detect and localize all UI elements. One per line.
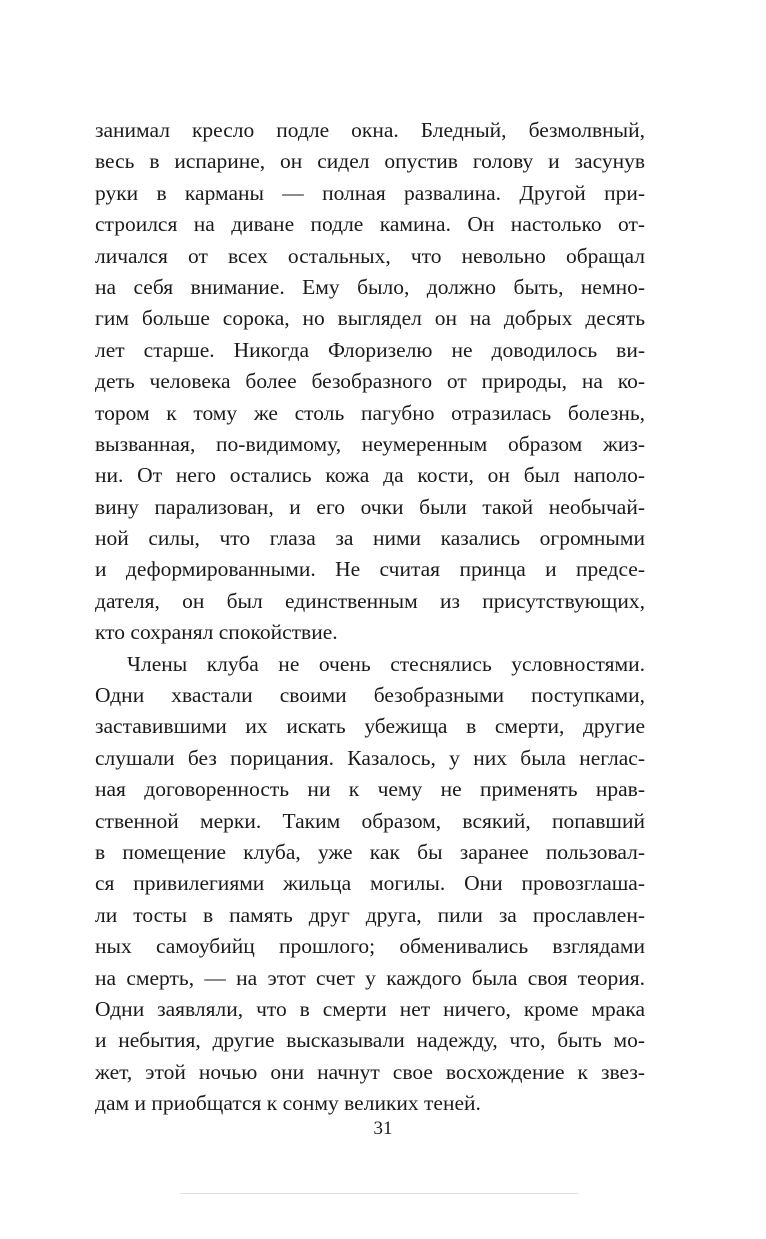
text-line: ся привилегиями жильца могилы. Они провозглаша-	[95, 871, 645, 896]
text-line: ная договоренность ни к чему не применять нрав-	[95, 777, 645, 802]
text-line: ли тосты в память друг друга, пили за прославлен-	[95, 902, 645, 927]
text-line: жет, этой ночью они начнут свое восхождение к звез-	[95, 1059, 645, 1084]
text-line: ственной мерки. Таким образом, всякий, попавший	[95, 808, 645, 833]
text-line: личался от всех остальных, что невольно обращал	[95, 243, 645, 268]
body-text	[95, 115, 645, 1120]
text-line: строился на диване подле камина. Он настолько от-	[95, 212, 645, 237]
paragraph	[95, 649, 645, 1120]
footer-rule	[180, 1193, 578, 1194]
text-line: тором к тому же столь пагубно отразилась болезнь,	[95, 400, 645, 425]
text-line: в помещение клуба, уже как бы заранее пользовал-	[95, 839, 645, 864]
text-line: заставившими их искать убежища в смерти, другие	[95, 714, 645, 739]
text-line: занимал кресло подле окна. Бледный, безмолвный,	[95, 118, 645, 142]
text-line: слушали без порицания. Казалось, у них была неглас-	[95, 745, 645, 770]
text-line: Члены клуба не очень стеснялись условностями.	[127, 651, 645, 676]
text-line: вину парализован, и его очки были такой необычай-	[95, 494, 645, 519]
text-line: Одни заявляли, что в смерти нет ничего, кроме мрака	[95, 996, 645, 1021]
text-line: кто сохранял спокойствие.	[95, 620, 338, 645]
text-line: ни. От него остались кожа да кости, он был наполо-	[95, 463, 645, 488]
page-number: 31	[373, 1118, 393, 1139]
text-line: лет старше. Никогда Флоризелю не доводилось ви-	[95, 337, 645, 362]
text-line: на себя внимание. Ему было, должно быть, немно-	[95, 274, 645, 299]
text-line: дам и приобщатся к сонму великих теней.	[95, 1091, 481, 1116]
text-line: Одни хвастали своими безобразными поступками,	[95, 683, 645, 708]
text-line: дателя, он был единственным из присутствующих,	[95, 588, 645, 613]
text-line: и небытия, другие высказывали надежду, что, быть мо-	[95, 1028, 645, 1053]
text-line: гим больше сорока, но выглядел он на добрых десять	[95, 306, 645, 331]
text-line: на смерть, — на этот счет у каждого была своя теория.	[95, 965, 645, 990]
text-line: ной силы, что глаза за ними казались огромными	[95, 526, 645, 551]
text-line: деть человека более безобразного от природы, на ко-	[95, 369, 645, 394]
text-line: и деформированными. Не считая принца и предсе-	[95, 557, 645, 582]
paragraph	[95, 115, 645, 649]
text-line: вызванная, по-видимому, неумеренным образом жиз-	[95, 431, 645, 456]
text-line: ных самоубийц прошлого; обменивались взглядами	[95, 934, 645, 959]
text-line: руки в карманы — полная развалина. Другой при-	[95, 180, 645, 205]
text-line: весь в испарине, он сидел опустив голову и засунув	[95, 149, 645, 174]
